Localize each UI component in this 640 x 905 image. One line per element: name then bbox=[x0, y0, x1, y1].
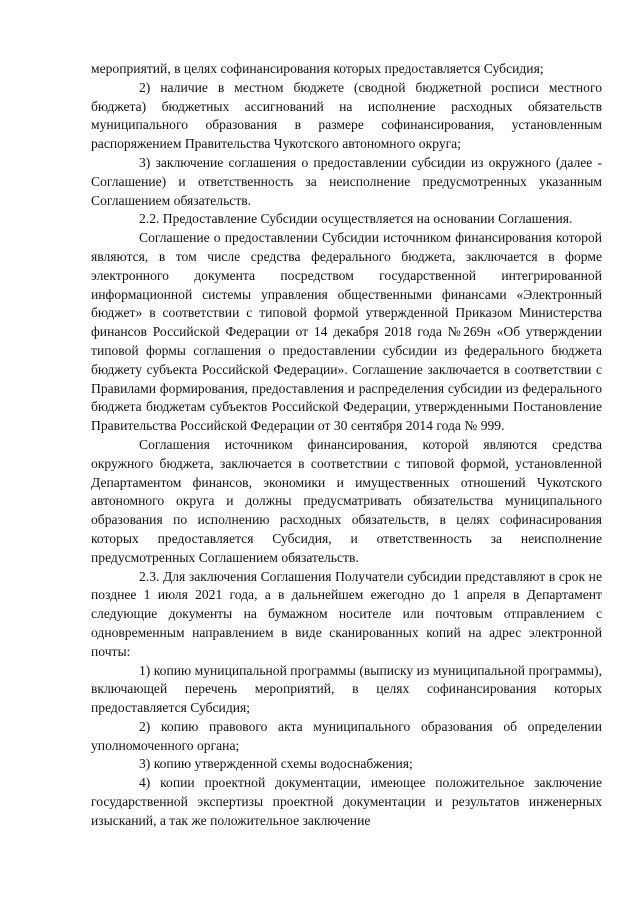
paragraph-district-agreement: Соглашения источником финансирования, которой являются средства окружного бюджета, заключается в соответствии с типовой формой, установленной Департаментом финансов, экономики и имущественных отношений Чукотского автономного округа и должны предусматривать обязательства муниципального образования по исполнению расходных обязательств, в целях софинасирования которых предоставляется Субсидия, и ответственность за неисполнение предусмотренных Соглашением обязательств. bbox=[91, 436, 602, 565]
paragraph-item-2-budget: 2) наличие в местном бюджете (сводной бюджетной росписи местного бюджета) бюджетных ассигнований на исполнение расходных обязательств муниципального образования в размере софинансирования, установленным распоряжением Правительства Чукотского автономного округа; bbox=[91, 79, 602, 152]
paragraph-doc-item-3: 3) копию утвержденной схемы водоснабжения; bbox=[139, 756, 413, 772]
paragraph-doc-item-4: 4) копии проектной документации, имеющее положительное заключение государственной экспертизы проектной документации и результатов инженерных изысканий, а так же положительное заключение bbox=[91, 775, 602, 828]
paragraph-continuation: мероприятий, в целях софинансирования которых предоставляется Субсидия; bbox=[91, 61, 544, 76]
paragraph-item-3-agreement: 3) заключение соглашения о предоставлении субсидии из окружного (далее - Соглашение) и ответственность за неисполнение предусмотренных указанным Соглашением обязательств. bbox=[91, 154, 602, 208]
document-body bbox=[91, 60, 602, 831]
paragraph-doc-item-2: 2) копию правового акта муниципального образования об определении уполномоченного органа; bbox=[91, 718, 602, 753]
paragraph-section-2-3: 2.3. Для заключения Соглашения Получатели субсидии представляют в срок не позднее 1 июля 2021 года, а в дальнейшем ежегодно до 1 апреля в Департамент следующие документы на бумажном носителе или почтовым отправлением с одновременным направлением в виде сканированных копий на адрес электронной почты: bbox=[91, 568, 602, 659]
paragraph-federal-agreement: Соглашение о предоставлении Субсидии источником финансирования которой являются, в том числе средства федерального бюджета, заключается в форме электронного документа посредством государственной интегрированной информационной системы управления общественными финансами «Электронный бюджет» в соответствии с типовой формой утвержденной Приказом Министерства финансов Российской Федерации от 14 декабря 2018 года №269н «Об утверждении типовой формы соглашения о предоставлении субсидии из федерального бюджета бюджету субъекта Российской Федерации». Соглашение заключается в соответствии с Правилами формирования, предоставления и распределения субсидии из федерального бюджета бюджетам субъектов Российской Федерации, утвержденными Постановление Правительства Российской Федерации от 30 сентября 2014 года № 999. bbox=[91, 230, 602, 434]
paragraph-section-2-2: 2.2. Предоставление Субсидии осуществляется на основании Соглашения. bbox=[139, 211, 573, 227]
paragraph-doc-item-1: 1) копию муниципальной программы (выписку из муниципальной программы), включающей перечень мероприятий, в целях софинансирования которых предоставляется Субсидия; bbox=[91, 662, 602, 716]
